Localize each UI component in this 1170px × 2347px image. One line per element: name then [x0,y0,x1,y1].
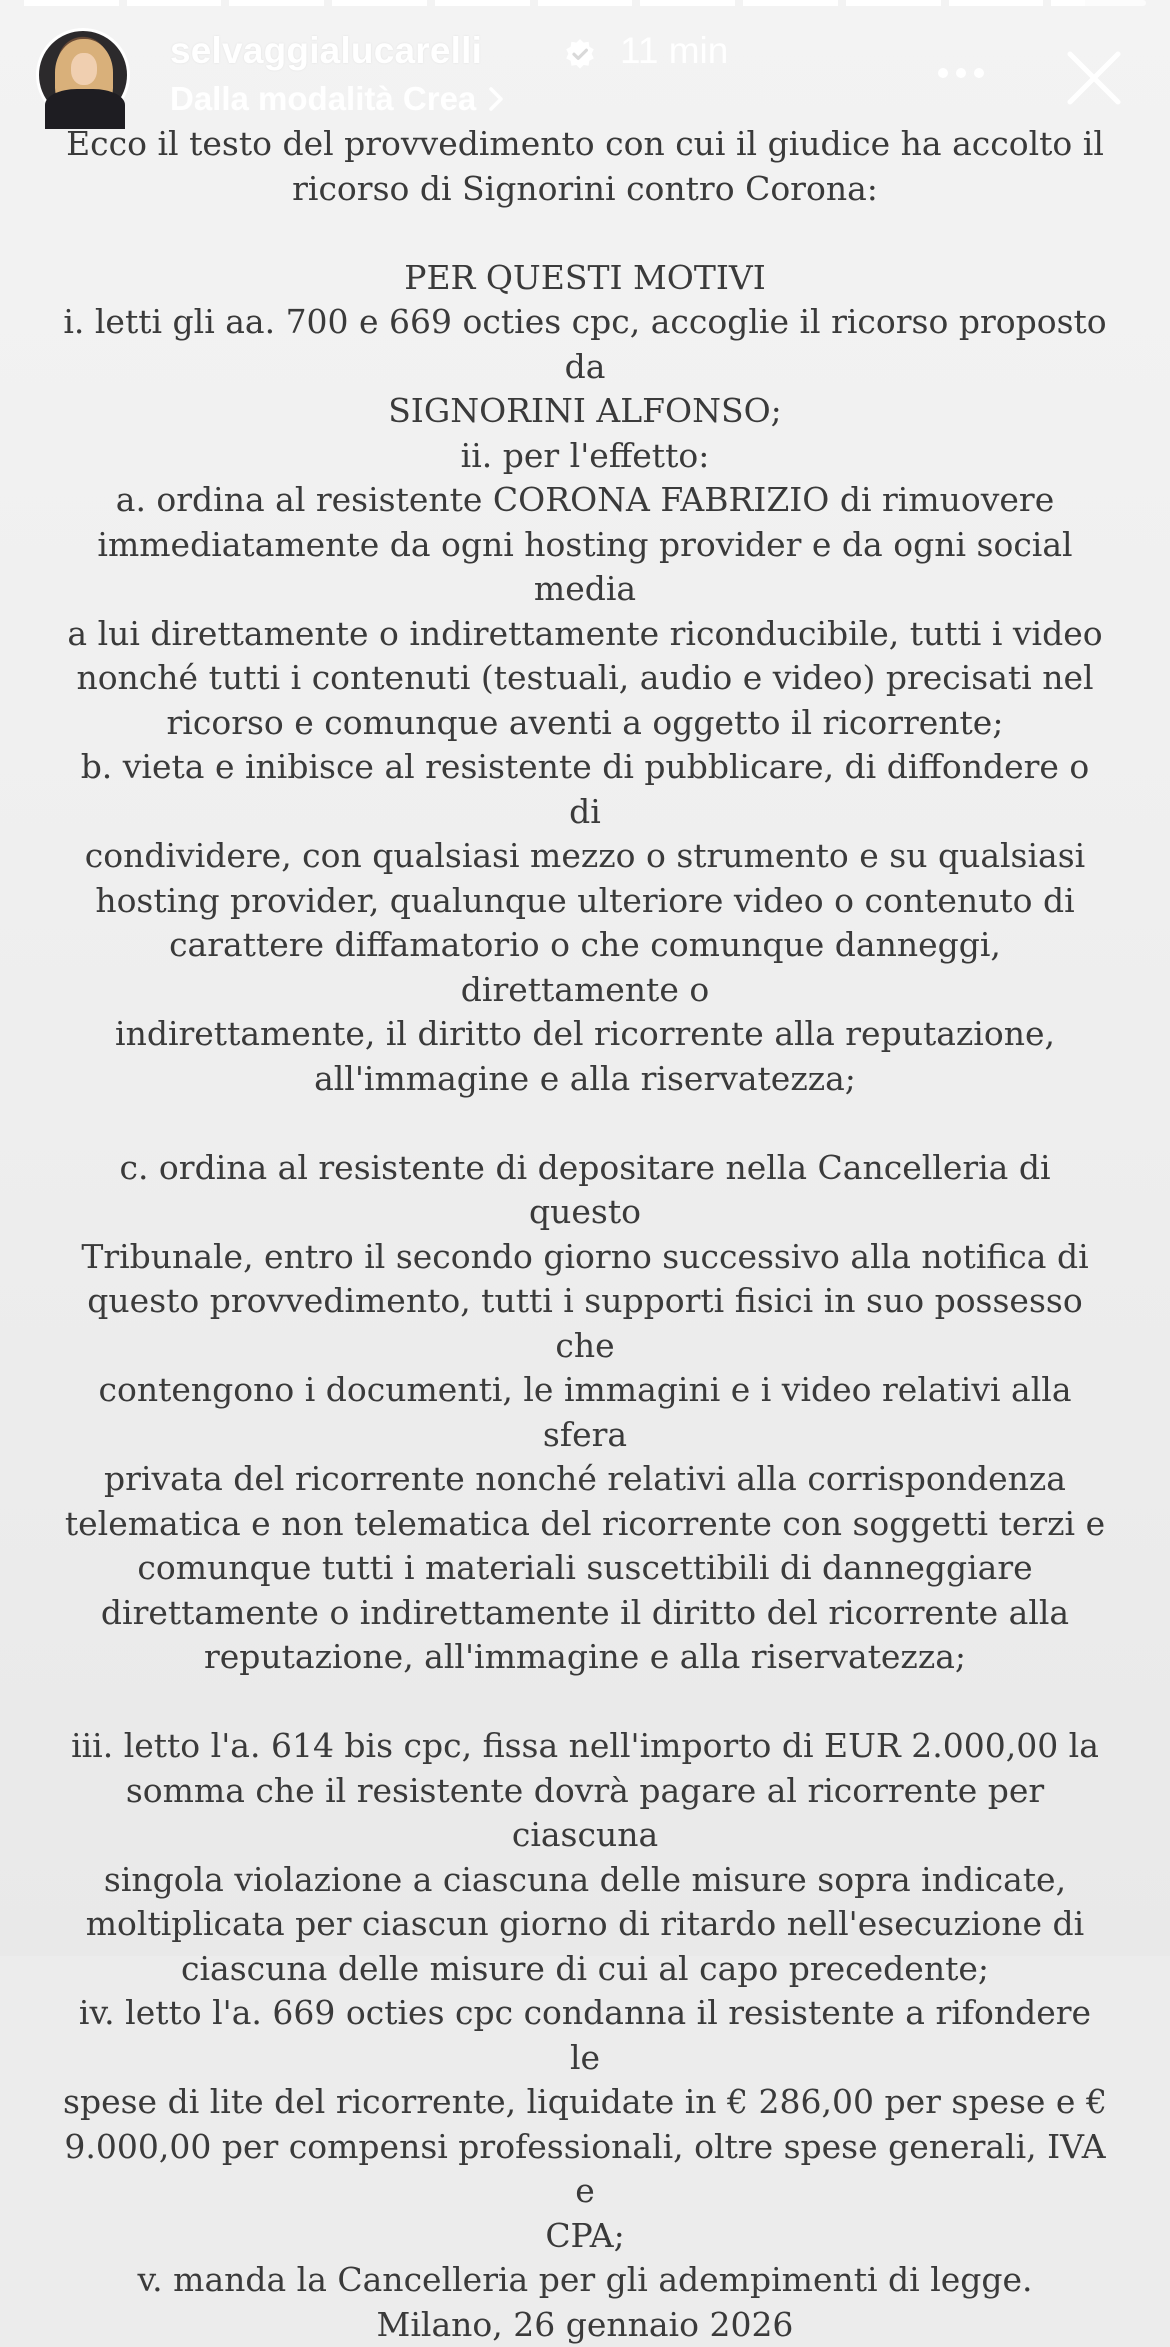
story-progress-segment [229,0,324,6]
story-header [36,24,1146,132]
story-progress-segment [1051,0,1146,6]
chevron-right-icon [486,85,506,113]
create-mode-link[interactable] [170,80,506,118]
close-icon[interactable] [1062,46,1126,110]
story-progress-fill [229,0,324,6]
story-progress-segment [538,0,633,6]
story-progress-fill [435,0,530,6]
paragraph-spacer [60,1680,1110,1725]
story-progress-segment [846,0,941,6]
document-heading: PER QUESTI MOTIVI [404,257,766,297]
story-progress-fill [949,0,1044,6]
avatar-face [71,53,97,85]
story-progress-fill [127,0,222,6]
post-time: 11 min [620,30,729,71]
story-progress-fill [1051,0,1084,6]
document-text [60,122,1110,2347]
story-progress-segment [24,0,119,6]
story-progress-segment [640,0,735,6]
story-progress-fill [332,0,427,6]
document-block-2: c. ordina al resistente di depositare nella Cancelleria di questo Tribunale, entro il secondo giorno successivo alla notifica di questo provvedimento, tutti i supporti fisici in suo possesso che contengono i documenti, le immagini e i video relativi alla sfera privata del ricorrente nonché relativi alla corrispondenza telematica e non telematica del ricorrente con soggetti terzi e comunque tutti i materiali suscettibili di danneggiare direttamente o indirettamente il diritto del ricorrente alla reputazione, all'immagine e alla riservatezza; [64,1147,1106,1676]
username[interactable]: selvaggialucarelli [170,30,483,71]
story-progress-segment [949,0,1044,6]
story-progress-fill [24,0,119,6]
story-progress-fill [743,0,838,6]
story-progress-segment [127,0,222,6]
story-progress-fill [846,0,941,6]
document-block-1: i. letti gli aa. 700 e 669 octies cpc, accoglie il ricorso proposto da SIGNORINI ALFONSO; ii. per l'effetto: a. ordina al resistente CORONA FABRIZIO di rimuovere immediatamente da ogni hosting provider e da ogni social media a lui direttamente o indirettamente riconducibile, tutti i video nonché tutti i contenuti (testuali, audio e video) precisati nel ricorso e comunque aventi a oggetto il ricorrente; b. vieta e inibisce al resistente di pubblicare, di diffondere o di condividere, con qualsiasi mezzo o strumento e su qualsiasi hosting provider, qualunque ulteriore video o contenuto di carattere diffamatorio o che comunque danneggi, direttamente o indirettamente, il diritto del ricorrente alla reputazione, all'immagine e alla riservatezza; [63,302,1107,1098]
document-intro: Ecco il testo del provvedimento con cui il giudice ha accolto il ricorso di Signorini contro Corona: [66,124,1104,208]
document-block-3: iii. letto l'a. 614 bis cpc, fissa nell'importo di EUR 2.000,00 la somma che il resistente dovrà pagare al ricorrente per ciascuna singola violazione a ciascuna delle misure sopra indicate, moltiplicata per ciascun giorno di ritardo nell'esecuzione di ciascuna delle misure di cui al capo precedente; iv. letto l'a. 669 octies cpc condanna il resistente a rifondere le spese di lite del ricorrente, liquidate in € 286,00 per spese e € 9.000,00 per compensi professionali, oltre spese generali, IVA e CPA; v. manda la Cancelleria per gli adempimenti di legge. Milano, 26 gennaio 2026 [63,1726,1107,2344]
paragraph-spacer [60,211,1110,256]
story-progress-fill [640,0,735,6]
verified-badge-icon [564,38,596,70]
story-progress-segment [435,0,530,6]
story-progress-segment [332,0,427,6]
paragraph-spacer [60,1101,1110,1146]
story-progress-bar [24,0,1146,6]
more-horizontal-icon[interactable] [936,66,986,80]
story-progress-fill [538,0,633,6]
story-progress-segment [743,0,838,6]
create-mode-label: Dalla modalità Crea [170,80,477,117]
avatar[interactable] [36,28,130,122]
